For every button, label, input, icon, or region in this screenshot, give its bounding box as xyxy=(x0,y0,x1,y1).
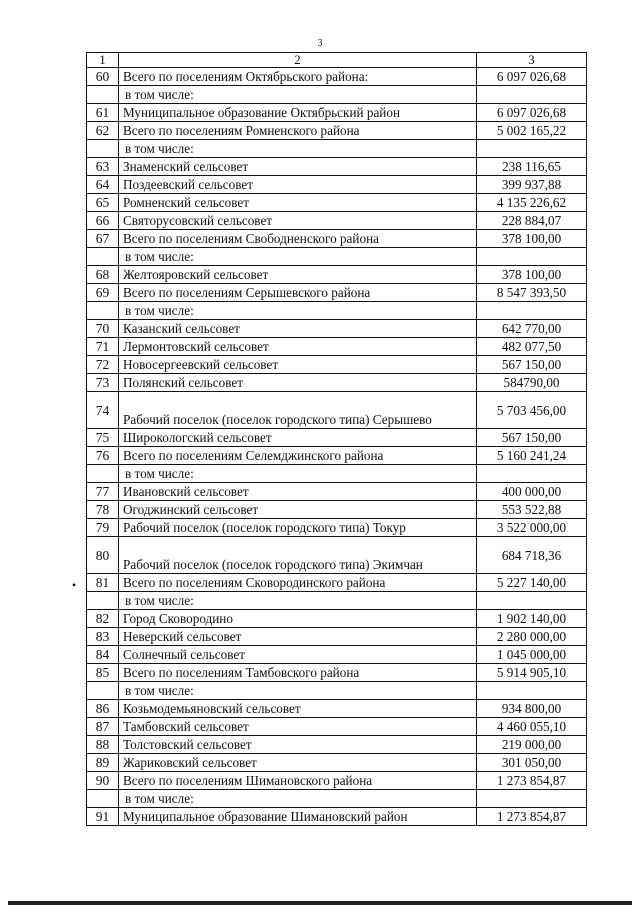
row-number: 60 xyxy=(87,68,119,86)
row-amount: 301 050,00 xyxy=(477,754,587,772)
row-label: Толстовский сельсовет xyxy=(119,736,477,754)
row-number: 77 xyxy=(87,483,119,501)
table-row xyxy=(87,772,587,790)
row-label: Неверский сельсовет xyxy=(119,628,477,646)
row-number xyxy=(87,86,119,104)
row-label: Рабочий поселок (поселок городского типа) Серышево xyxy=(119,392,477,429)
table-row xyxy=(87,230,587,248)
row-amount: 5 703 456,00 xyxy=(477,392,587,429)
row-number xyxy=(87,592,119,610)
row-number: 84 xyxy=(87,646,119,664)
row-amount: 1 273 854,87 xyxy=(477,772,587,790)
table-header-row xyxy=(87,53,587,68)
row-number: 91 xyxy=(87,808,119,826)
table-row xyxy=(87,519,587,537)
row-number: 63 xyxy=(87,158,119,176)
row-amount: 934 800,00 xyxy=(477,700,587,718)
table-row xyxy=(87,176,587,194)
row-amount: 399 937,88 xyxy=(477,176,587,194)
table-row xyxy=(87,736,587,754)
row-label: Полянский сельсовет xyxy=(119,374,477,392)
row-amount: 567 150,00 xyxy=(477,429,587,447)
row-number xyxy=(87,248,119,266)
table-row xyxy=(87,754,587,772)
row-number: 72 xyxy=(87,356,119,374)
row-label: в том числе: xyxy=(119,682,477,700)
row-amount: 5 002 165,22 xyxy=(477,122,587,140)
row-number xyxy=(87,465,119,483)
row-amount: 378 100,00 xyxy=(477,230,587,248)
row-label: Знаменский сельсовет xyxy=(119,158,477,176)
row-label: Город Сковородино xyxy=(119,610,477,628)
margin-dot: • xyxy=(72,578,77,592)
table-row xyxy=(87,682,587,700)
row-amount: 400 000,00 xyxy=(477,483,587,501)
table-row xyxy=(87,194,587,212)
page-number: 3 xyxy=(317,38,323,49)
page-bottom-edge xyxy=(8,901,632,905)
table-row xyxy=(87,104,587,122)
row-number: 62 xyxy=(87,122,119,140)
table-row xyxy=(87,610,587,628)
row-amount xyxy=(477,140,587,158)
row-label: в том числе: xyxy=(119,248,477,266)
row-amount: 482 077,50 xyxy=(477,338,587,356)
row-number: 68 xyxy=(87,266,119,284)
row-amount: 5 227 140,00 xyxy=(477,574,587,592)
row-amount: 5 914 905,10 xyxy=(477,664,587,682)
table-row xyxy=(87,68,587,86)
table-row xyxy=(87,700,587,718)
row-amount: 6 097 026,68 xyxy=(477,68,587,86)
row-label: в том числе: xyxy=(119,302,477,320)
header-col-1: 1 xyxy=(87,53,119,68)
table-row xyxy=(87,248,587,266)
row-number: 65 xyxy=(87,194,119,212)
row-number: 75 xyxy=(87,429,119,447)
table-row xyxy=(87,718,587,736)
row-number xyxy=(87,682,119,700)
row-number: 67 xyxy=(87,230,119,248)
table-row xyxy=(87,664,587,682)
row-label: Муниципальное образование Шимановский район xyxy=(119,808,477,826)
row-number: 82 xyxy=(87,610,119,628)
row-amount xyxy=(477,86,587,104)
row-amount: 1 273 854,87 xyxy=(477,808,587,826)
row-number xyxy=(87,790,119,808)
table-row xyxy=(87,501,587,519)
row-amount: 5 160 241,24 xyxy=(477,447,587,465)
row-number: 81 xyxy=(87,574,119,592)
row-label: Муниципальное образование Октябрьский район xyxy=(119,104,477,122)
table-row xyxy=(87,302,587,320)
row-amount: 4 135 226,62 xyxy=(477,194,587,212)
table-row xyxy=(87,284,587,302)
row-amount: 684 718,36 xyxy=(477,537,587,574)
table-row xyxy=(87,592,587,610)
table-row xyxy=(87,338,587,356)
row-number: 73 xyxy=(87,374,119,392)
row-label: в том числе: xyxy=(119,790,477,808)
row-label: Жариковский сельсовет xyxy=(119,754,477,772)
row-amount xyxy=(477,592,587,610)
table-row xyxy=(87,574,587,592)
row-label: в том числе: xyxy=(119,465,477,483)
row-number xyxy=(87,140,119,158)
row-amount: 3 522 000,00 xyxy=(477,519,587,537)
table-row xyxy=(87,646,587,664)
row-label: Козьмодемьяновский сельсовет xyxy=(119,700,477,718)
row-amount: 584790,00 xyxy=(477,374,587,392)
row-number: 90 xyxy=(87,772,119,790)
row-number: 69 xyxy=(87,284,119,302)
row-number: 79 xyxy=(87,519,119,537)
table-row xyxy=(87,266,587,284)
row-label: Всего по поселениям Октябрьского района: xyxy=(119,68,477,86)
row-label: Казанский сельсовет xyxy=(119,320,477,338)
table-row xyxy=(87,429,587,447)
row-number: 80 xyxy=(87,537,119,574)
row-amount xyxy=(477,248,587,266)
row-label: Святорусовский сельсовет xyxy=(119,212,477,230)
row-label: Ромненский сельсовет xyxy=(119,194,477,212)
row-amount: 567 150,00 xyxy=(477,356,587,374)
row-label: Широкологский сельсовет xyxy=(119,429,477,447)
row-amount: 1 045 000,00 xyxy=(477,646,587,664)
row-label: Поздеевский сельсовет xyxy=(119,176,477,194)
row-amount xyxy=(477,302,587,320)
row-amount: 219 000,00 xyxy=(477,736,587,754)
row-amount xyxy=(477,790,587,808)
row-number: 66 xyxy=(87,212,119,230)
row-label: Желтояровский сельсовет xyxy=(119,266,477,284)
header-col-3: 3 xyxy=(477,53,587,68)
row-label: Всего по поселениям Шимановского района xyxy=(119,772,477,790)
row-amount: 4 460 055,10 xyxy=(477,718,587,736)
row-label: Всего по поселениям Тамбовского района xyxy=(119,664,477,682)
table-row xyxy=(87,140,587,158)
row-number xyxy=(87,302,119,320)
allocation-table xyxy=(86,52,587,826)
row-number: 70 xyxy=(87,320,119,338)
row-label: Огоджинский сельсовет xyxy=(119,501,477,519)
row-number: 87 xyxy=(87,718,119,736)
table-row xyxy=(87,447,587,465)
row-amount: 8 547 393,50 xyxy=(477,284,587,302)
table-row xyxy=(87,374,587,392)
table-row xyxy=(87,356,587,374)
row-number: 89 xyxy=(87,754,119,772)
row-label: Лермонтовский сельсовет xyxy=(119,338,477,356)
row-label: Тамбовский сельсовет xyxy=(119,718,477,736)
row-amount: 1 902 140,00 xyxy=(477,610,587,628)
row-label: Всего по поселениям Селемджинского района xyxy=(119,447,477,465)
row-label: в том числе: xyxy=(119,140,477,158)
row-number: 64 xyxy=(87,176,119,194)
table-row xyxy=(87,790,587,808)
row-amount: 378 100,00 xyxy=(477,266,587,284)
row-label: Всего по поселениям Серышевского района xyxy=(119,284,477,302)
row-amount: 6 097 026,68 xyxy=(477,104,587,122)
row-label: в том числе: xyxy=(119,592,477,610)
row-label: Рабочий поселок (поселок городского типа) Токур xyxy=(119,519,477,537)
row-label: Новосергеевский сельсовет xyxy=(119,356,477,374)
table-row xyxy=(87,537,587,574)
row-amount xyxy=(477,465,587,483)
row-label: в том числе: xyxy=(119,86,477,104)
table-row xyxy=(87,122,587,140)
table-row xyxy=(87,483,587,501)
row-number: 74 xyxy=(87,392,119,429)
row-number: 83 xyxy=(87,628,119,646)
table-row xyxy=(87,212,587,230)
table-row xyxy=(87,392,587,429)
table-row xyxy=(87,158,587,176)
row-number: 76 xyxy=(87,447,119,465)
row-amount: 553 522,88 xyxy=(477,501,587,519)
header-col-2: 2 xyxy=(119,53,477,68)
row-number: 88 xyxy=(87,736,119,754)
row-label: Солнечный сельсовет xyxy=(119,646,477,664)
allocation-table-container xyxy=(86,52,586,826)
table-row xyxy=(87,320,587,338)
table-row xyxy=(87,86,587,104)
row-amount xyxy=(477,682,587,700)
table-row xyxy=(87,465,587,483)
row-label: Всего по поселениям Ромненского района xyxy=(119,122,477,140)
row-number: 85 xyxy=(87,664,119,682)
table-row xyxy=(87,628,587,646)
row-amount: 642 770,00 xyxy=(477,320,587,338)
row-number: 71 xyxy=(87,338,119,356)
row-label: Всего по поселениям Сковородинского района xyxy=(119,574,477,592)
row-amount: 228 884,07 xyxy=(477,212,587,230)
row-number: 61 xyxy=(87,104,119,122)
row-amount: 238 116,65 xyxy=(477,158,587,176)
row-amount: 2 280 000,00 xyxy=(477,628,587,646)
row-label: Всего по поселениям Свободненского района xyxy=(119,230,477,248)
row-number: 86 xyxy=(87,700,119,718)
row-label: Рабочий поселок (поселок городского типа) Экимчан xyxy=(119,537,477,574)
row-number: 78 xyxy=(87,501,119,519)
table-row xyxy=(87,808,587,826)
row-label: Ивановский сельсовет xyxy=(119,483,477,501)
